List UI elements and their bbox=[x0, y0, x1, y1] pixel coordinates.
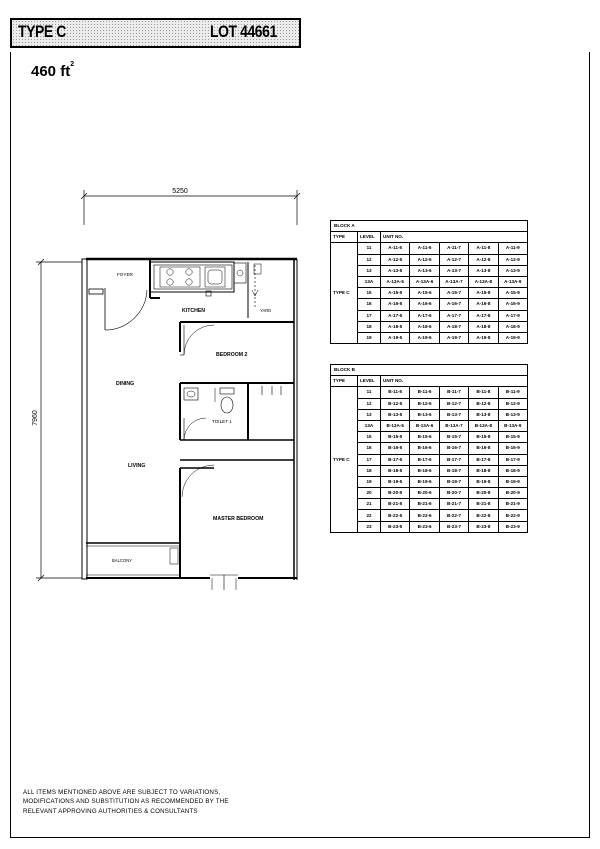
block-a-table bbox=[330, 220, 528, 344]
table-row bbox=[331, 288, 528, 299]
unit-cell: A-17-8 bbox=[469, 310, 498, 321]
unit-cell: B-16-8 bbox=[469, 443, 498, 454]
unit-cell: B-20-7 bbox=[439, 488, 468, 499]
unit-cell: B-13-7 bbox=[439, 409, 468, 420]
unit-cell: A-18-7 bbox=[439, 321, 468, 332]
unit-cell: B-12-9 bbox=[498, 398, 527, 409]
unit-cell: B-18-6 bbox=[410, 465, 439, 476]
unit-cell: B-16-6 bbox=[410, 443, 439, 454]
unit-cell: B-20-5 bbox=[381, 488, 410, 499]
level-cell: 18 bbox=[358, 465, 381, 476]
unit-cell: A-13-7 bbox=[439, 265, 468, 276]
unit-cell: A-15-5 bbox=[381, 288, 410, 299]
unit-cell: B-22-5 bbox=[381, 510, 410, 521]
unit-cell: B-23-8 bbox=[469, 521, 498, 532]
table-header-row bbox=[331, 232, 528, 243]
unit-cell: B-20-8 bbox=[469, 488, 498, 499]
unit-cell: B-19-7 bbox=[439, 476, 468, 487]
unit-cell: B-19-8 bbox=[469, 476, 498, 487]
col-type-header: TYPE bbox=[331, 376, 358, 387]
table-row bbox=[331, 488, 528, 499]
unit-cell: A-19-5 bbox=[381, 332, 410, 343]
unit-cell: B-22-9 bbox=[498, 510, 527, 521]
unit-cell: B-11-7 bbox=[439, 387, 468, 398]
unit-cell: A-13-6 bbox=[410, 265, 439, 276]
table-row bbox=[331, 465, 528, 476]
table-row bbox=[331, 443, 528, 454]
unit-cell: B-13-9 bbox=[498, 409, 527, 420]
unit-cell: A-12-9 bbox=[498, 254, 527, 265]
block-title: BLOCK B bbox=[331, 365, 528, 376]
unit-cell: A-13A-8 bbox=[469, 276, 498, 287]
unit-cell: B-13-5 bbox=[381, 409, 410, 420]
level-cell: 23 bbox=[358, 521, 381, 532]
unit-cell: B-19-6 bbox=[410, 476, 439, 487]
block-b-table bbox=[330, 364, 528, 533]
table-row bbox=[331, 521, 528, 532]
level-cell: 12 bbox=[358, 398, 381, 409]
unit-cell: A-19-7 bbox=[439, 332, 468, 343]
floor-area-unit-sup: 2 bbox=[70, 61, 75, 68]
unit-cell: A-13A-7 bbox=[439, 276, 468, 287]
unit-cell: B-18-7 bbox=[439, 465, 468, 476]
disclaimer-line: RELEVANT APPROVING AUTHORITIES & CONSULTANTS bbox=[23, 807, 198, 815]
unit-cell: B-17-9 bbox=[498, 454, 527, 465]
unit-cell: B-16-5 bbox=[381, 443, 410, 454]
unit-cell: B-21-7 bbox=[439, 499, 468, 510]
unit-cell: A-13A-9 bbox=[498, 276, 527, 287]
block-title-row bbox=[331, 365, 528, 376]
table-row bbox=[331, 476, 528, 487]
unit-type-cell: TYPE C bbox=[331, 243, 358, 344]
unit-cell: B-22-7 bbox=[439, 510, 468, 521]
unit-cell: B-23-9 bbox=[498, 521, 527, 532]
unit-cell: B-21-6 bbox=[410, 499, 439, 510]
unit-cell: B-20-6 bbox=[410, 488, 439, 499]
unit-cell: B-11-5 bbox=[381, 387, 410, 398]
unit-cell: B-20-9 bbox=[498, 488, 527, 499]
unit-cell: A-16-7 bbox=[439, 299, 468, 310]
height-dimension: 7960 bbox=[32, 410, 39, 426]
unit-cell: A-13-5 bbox=[381, 265, 410, 276]
unit-cell: A-18-9 bbox=[498, 321, 527, 332]
unit-cell: A-15-9 bbox=[498, 288, 527, 299]
unit-cell: A-13A-5 bbox=[381, 276, 410, 287]
unit-cell: B-13A-6 bbox=[410, 420, 439, 431]
table-header-row bbox=[331, 376, 528, 387]
unit-cell: B-17-7 bbox=[439, 454, 468, 465]
unit-cell: A-19-6 bbox=[410, 332, 439, 343]
unit-cell: B-13A-9 bbox=[498, 420, 527, 431]
room-living: LIVING bbox=[128, 463, 146, 469]
level-cell: 19 bbox=[358, 332, 381, 343]
level-cell: 13 bbox=[358, 409, 381, 420]
unit-cell: A-19-8 bbox=[469, 332, 498, 343]
unit-cell: B-15-9 bbox=[498, 432, 527, 443]
unit-cell: A-11-9 bbox=[498, 243, 527, 254]
disclaimer bbox=[23, 788, 229, 816]
unit-cell: B-17-8 bbox=[469, 454, 498, 465]
unit-cell: A-15-6 bbox=[410, 288, 439, 299]
level-cell: 17 bbox=[358, 310, 381, 321]
unit-cell: B-16-9 bbox=[498, 443, 527, 454]
room-master-bedroom: MASTER BEDROOM bbox=[213, 516, 264, 522]
unit-cell: A-11-8 bbox=[469, 243, 498, 254]
level-cell: 15 bbox=[358, 432, 381, 443]
room-balcony: BALCONY bbox=[112, 558, 133, 563]
table-row bbox=[331, 254, 528, 265]
unit-cell: B-22-8 bbox=[469, 510, 498, 521]
disclaimer-line: MODIFICATIONS AND SUBSTITUTION AS RECOMMENDED BY THE bbox=[23, 798, 229, 806]
width-dimension: 5250 bbox=[172, 188, 188, 195]
level-cell: 13 bbox=[358, 265, 381, 276]
table-row bbox=[331, 499, 528, 510]
unit-cell: B-12-8 bbox=[469, 398, 498, 409]
unit-cell: A-12-6 bbox=[410, 254, 439, 265]
unit-type-cell: TYPE C bbox=[331, 387, 358, 532]
unit-cell: B-22-6 bbox=[410, 510, 439, 521]
room-yard: YARD bbox=[260, 308, 272, 313]
unit-cell: A-13-8 bbox=[469, 265, 498, 276]
unit-cell: A-12-5 bbox=[381, 254, 410, 265]
unit-cell: A-12-7 bbox=[439, 254, 468, 265]
unit-cell: A-18-5 bbox=[381, 321, 410, 332]
unit-cell: B-17-6 bbox=[410, 454, 439, 465]
level-cell: 22 bbox=[358, 510, 381, 521]
level-cell: 18 bbox=[358, 321, 381, 332]
unit-cell: B-18-8 bbox=[469, 465, 498, 476]
table-row bbox=[331, 310, 528, 321]
floor-area-value: 460 ft bbox=[31, 63, 71, 80]
unit-cell: A-11-5 bbox=[381, 243, 410, 254]
unit-cell: A-15-8 bbox=[469, 288, 498, 299]
unit-cell: B-21-9 bbox=[498, 499, 527, 510]
room-toilet-1: TOILET 1 bbox=[212, 419, 232, 424]
table-row bbox=[331, 332, 528, 343]
unit-cell: B-15-8 bbox=[469, 432, 498, 443]
unit-cell: B-11-9 bbox=[498, 387, 527, 398]
table-row bbox=[331, 276, 528, 287]
unit-cell: B-11-6 bbox=[410, 387, 439, 398]
unit-cell: A-17-9 bbox=[498, 310, 527, 321]
unit-cell: A-18-8 bbox=[469, 321, 498, 332]
unit-cell: B-16-7 bbox=[439, 443, 468, 454]
block-title-row bbox=[331, 221, 528, 232]
unit-cell: B-11-8 bbox=[469, 387, 498, 398]
level-cell: 13A bbox=[358, 420, 381, 431]
unit-cell: B-19-5 bbox=[381, 476, 410, 487]
unit-cell: A-11-6 bbox=[410, 243, 439, 254]
unit-cell: B-18-5 bbox=[381, 465, 410, 476]
room-dining: DINING bbox=[116, 381, 135, 387]
unit-cell: A-18-6 bbox=[410, 321, 439, 332]
level-cell: 20 bbox=[358, 488, 381, 499]
unit-cell: B-13-6 bbox=[410, 409, 439, 420]
unit-cell: A-15-7 bbox=[439, 288, 468, 299]
level-cell: 13A bbox=[358, 276, 381, 287]
col-unit-header: UNIT NO. bbox=[381, 376, 528, 387]
table-row bbox=[331, 243, 528, 254]
table-row bbox=[331, 265, 528, 276]
unit-cell: A-11-7 bbox=[439, 243, 468, 254]
unit-cell: B-12-5 bbox=[381, 398, 410, 409]
table-row bbox=[331, 387, 528, 398]
level-cell: 16 bbox=[358, 443, 381, 454]
unit-cell: B-12-7 bbox=[439, 398, 468, 409]
col-type-header: TYPE bbox=[331, 232, 358, 243]
unit-cell: B-13A-5 bbox=[381, 420, 410, 431]
col-level-header: LEVEL bbox=[358, 232, 381, 243]
table-row bbox=[331, 321, 528, 332]
disclaimer-line: ALL ITEMS MENTIONED ABOVE ARE SUBJECT TO VARIATIONS, bbox=[23, 789, 221, 796]
unit-cell: A-16-8 bbox=[469, 299, 498, 310]
level-cell: 11 bbox=[358, 243, 381, 254]
level-cell: 17 bbox=[358, 454, 381, 465]
level-cell: 12 bbox=[358, 254, 381, 265]
unit-type-title: TYPE C bbox=[18, 22, 66, 41]
table-row bbox=[331, 299, 528, 310]
unit-cell: A-13-9 bbox=[498, 265, 527, 276]
unit-cell: B-23-6 bbox=[410, 521, 439, 532]
room-bedroom-2: BEDROOM 2 bbox=[216, 352, 248, 358]
unit-cell: A-17-7 bbox=[439, 310, 468, 321]
unit-cell: A-16-6 bbox=[410, 299, 439, 310]
table-row bbox=[331, 409, 528, 420]
unit-cell: A-16-9 bbox=[498, 299, 527, 310]
unit-cell: B-18-9 bbox=[498, 465, 527, 476]
unit-cell: B-13A-8 bbox=[469, 420, 498, 431]
level-cell: 19 bbox=[358, 476, 381, 487]
room-kitchen: KITCHEN bbox=[182, 308, 206, 314]
unit-cell: B-13-8 bbox=[469, 409, 498, 420]
table-row bbox=[331, 510, 528, 521]
unit-cell: B-12-6 bbox=[410, 398, 439, 409]
col-level-header: LEVEL bbox=[358, 376, 381, 387]
block-title: BLOCK A bbox=[331, 221, 528, 232]
unit-cell: B-19-9 bbox=[498, 476, 527, 487]
unit-cell: A-17-5 bbox=[381, 310, 410, 321]
table-row bbox=[331, 398, 528, 409]
unit-cell: B-15-6 bbox=[410, 432, 439, 443]
unit-cell: B-13A-7 bbox=[439, 420, 468, 431]
lot-number: LOT 44661 bbox=[210, 22, 277, 41]
table-row bbox=[331, 454, 528, 465]
col-unit-header: UNIT NO. bbox=[381, 232, 528, 243]
unit-cell: A-17-6 bbox=[410, 310, 439, 321]
level-cell: 15 bbox=[358, 288, 381, 299]
unit-cell: B-17-5 bbox=[381, 454, 410, 465]
unit-cell: A-13A-6 bbox=[410, 276, 439, 287]
unit-cell: A-19-9 bbox=[498, 332, 527, 343]
level-cell: 21 bbox=[358, 499, 381, 510]
level-cell: 11 bbox=[358, 387, 381, 398]
unit-cell: A-12-8 bbox=[469, 254, 498, 265]
unit-cell: B-15-5 bbox=[381, 432, 410, 443]
unit-cell: A-16-5 bbox=[381, 299, 410, 310]
unit-cell: B-21-5 bbox=[381, 499, 410, 510]
unit-cell: B-15-7 bbox=[439, 432, 468, 443]
level-cell: 16 bbox=[358, 299, 381, 310]
unit-cell: B-23-5 bbox=[381, 521, 410, 532]
table-row bbox=[331, 432, 528, 443]
table-row bbox=[331, 420, 528, 431]
unit-cell: B-21-8 bbox=[469, 499, 498, 510]
room-foyer: FOYER bbox=[117, 272, 133, 277]
unit-cell: B-23-7 bbox=[439, 521, 468, 532]
